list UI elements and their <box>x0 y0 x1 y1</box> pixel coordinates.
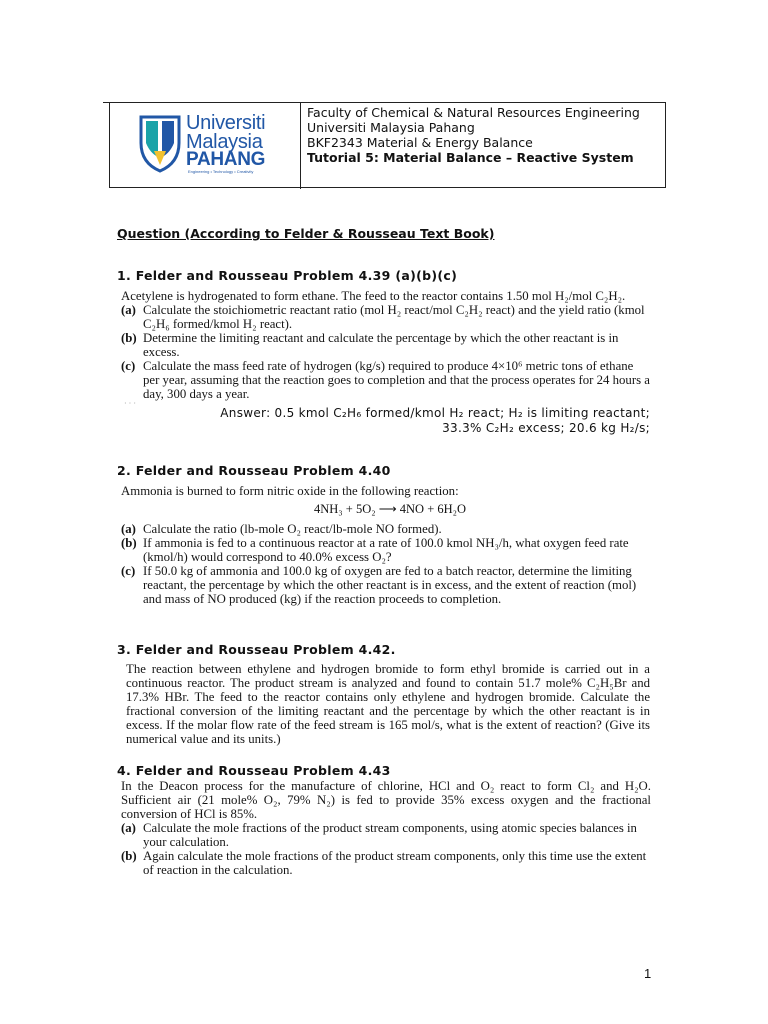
course-line: BKF2343 Material & Energy Balance <box>307 135 533 150</box>
tutorial-title: Tutorial 5: Material Balance – Reactive System <box>307 150 634 165</box>
problem-1-body <box>121 289 651 401</box>
part-text: Calculate the stoichiometric reactant ratio (mol H₂ react/mol C₂H₂ react) and the yield ratio (kmol C₂H₆ formed/kmol H₂ react). <box>143 303 645 331</box>
logo-text-universiti: Universiti <box>186 112 266 134</box>
problem-2-body <box>121 522 651 606</box>
problem-1-intro: Acetylene is hydrogenated to form ethane. The feed to the reactor contains 1.50 mol H₂/mol C₂H₂. <box>121 289 626 303</box>
problem-2-intro: Ammonia is burned to form nitric oxide in the following reaction: <box>121 484 459 498</box>
part-label: (a) <box>121 522 136 536</box>
part-label: (c) <box>121 359 136 373</box>
scan-artifact: · · · <box>124 399 136 408</box>
page-number: 1 <box>644 966 652 981</box>
reaction-equation: 4NH₃ + 5O₂ ⟶ 4NO + 6H₂O <box>314 502 467 516</box>
problem-4-intro: In the Deacon process for the manufacture of chlorine, HCl and O₂ react to form Cl₂ and H₂O. Sufficient air (21 mole% O₂, 79% N₂) is fed to provide 35% excess oxygen and the fractional conversion of HCl is 85%. <box>121 779 651 821</box>
problem-3-intro: The reaction between ethylene and hydrogen bromide to form ethyl bromide is carried out in a continuous reactor. The product stream is analyzed and found to contain 51.7 mole% C₂H₅Br and 17.3% HBr. The feed to the reactor contains only ethylene and hydrogen bromide. Calculate the fractional conversion of the limiting reactant and the percentage by which the other reactant is in excess. If the molar flow rate of the feed stream is 165 mol/s, what is the extent of reaction? (Give its numerical value and its units.) <box>126 662 650 746</box>
part-label: (b) <box>121 536 137 550</box>
part-text: If ammonia is fed to a continuous reactor at a rate of 100.0 kmol NH₃/h, what oxygen feed rate (kmol/h) would correspond to 40.0% excess O₂? <box>143 536 629 564</box>
part-text: If 50.0 kg of ammonia and 100.0 kg of oxygen are fed to a batch reactor, determine the limiting reactant, the percentage by which the other reactant is in excess, and the extent of reaction (mol) and mass of NO produced (kg) if the reaction proceeds to completion. <box>143 564 637 606</box>
problem-4-title: 4. Felder and Rousseau Problem 4.43 <box>117 763 391 778</box>
problem-3-body <box>126 662 650 746</box>
shield-emblem-icon <box>138 113 182 173</box>
document-header <box>109 102 666 188</box>
problem-1-answer-line-1: Answer: 0.5 kmol C₂H₆ formed/kmol H₂ react; H₂ is limiting reactant; <box>220 406 650 420</box>
problem-1-part-c <box>121 359 651 401</box>
problem-4-part-a <box>121 821 651 849</box>
problem-1-answer-line-2: 33.3% C₂H₂ excess; 20.6 kg H₂/s; <box>442 421 650 435</box>
faculty-line: Faculty of Chemical & Natural Resources Engineering <box>307 105 640 120</box>
part-text: Calculate the ratio (lb-mole O₂ react/lb-mole NO formed). <box>143 522 442 536</box>
university-logo <box>138 113 290 173</box>
problem-1-part-b <box>121 331 651 359</box>
part-text: Calculate the mass feed rate of hydrogen (kg/s) required to produce 4×10⁶ metric tons of ethane per year, assuming that the reaction goes to completion and that the process operates for 24 hours a day, 300 days a year. <box>143 359 650 401</box>
university-line: Universiti Malaysia Pahang <box>307 120 475 135</box>
header-divider <box>300 103 301 189</box>
problem-4-body <box>121 779 651 877</box>
part-label: (a) <box>121 303 136 317</box>
part-text: Determine the limiting reactant and calculate the percentage by which the other reactant is in excess. <box>143 331 619 359</box>
part-label: (c) <box>121 564 136 578</box>
problem-1-part-a <box>121 303 651 331</box>
part-text: Again calculate the mole fractions of the product stream components, only this time use the extent of reaction in the calculation. <box>143 849 647 877</box>
problem-3-title: 3. Felder and Rousseau Problem 4.42. <box>117 642 396 657</box>
logo-text-pahang: PAHANG <box>186 149 266 170</box>
problem-2-intro-block <box>121 484 651 498</box>
logo-tagline: Engineering • Technology • Creativity <box>188 169 254 174</box>
part-label: (a) <box>121 821 136 835</box>
section-heading: Question (According to Felder & Rousseau Text Book) <box>117 226 495 241</box>
problem-1-title: 1. Felder and Rousseau Problem 4.39 (a)(b)(c) <box>117 268 458 283</box>
part-text: Calculate the mole fractions of the product stream components, using atomic species balances in your calculation. <box>143 821 637 849</box>
problem-2-title: 2. Felder and Rousseau Problem 4.40 <box>117 463 391 478</box>
header-info <box>307 105 640 165</box>
part-label: (b) <box>121 849 137 863</box>
problem-2-part-c <box>121 564 651 606</box>
problem-2-part-a <box>121 522 651 536</box>
part-label: (b) <box>121 331 137 345</box>
logo-text-malaysia: Malaysia <box>186 131 263 153</box>
problem-2-part-b <box>121 536 651 564</box>
problem-4-part-b <box>121 849 651 877</box>
